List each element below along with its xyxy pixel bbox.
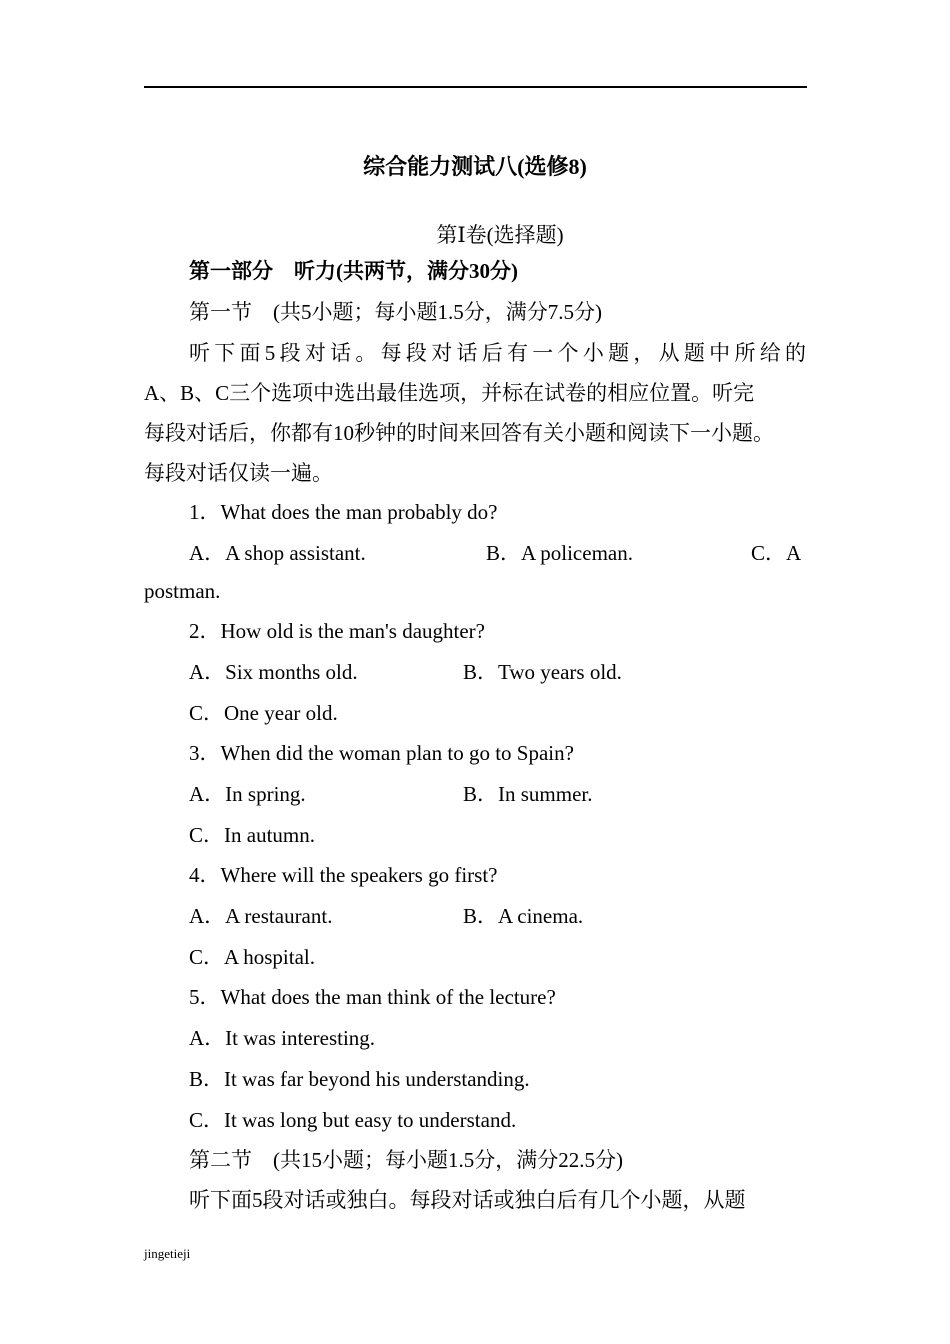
question-1-option-c-continued: postman. bbox=[144, 579, 221, 603]
section2-heading: 第二节 (共15小题；每小题1.5分，满分22.5分) bbox=[189, 1148, 623, 1172]
question-2-option-b: B．Two years old. bbox=[463, 660, 622, 684]
question-5-option-c: C．It was long but easy to understand. bbox=[189, 1108, 517, 1132]
question-3-option-c: C．In autumn. bbox=[189, 823, 315, 847]
question-4-option-a: A．A restaurant. bbox=[189, 904, 333, 928]
question-4-option-b: B．A cinema. bbox=[463, 904, 584, 928]
question-1-option-b: B．A policeman. bbox=[486, 541, 633, 565]
question-2-option-c: C．One year old. bbox=[189, 701, 338, 725]
question-2-option-a: A．Six months old. bbox=[189, 660, 358, 684]
question-5-option-b: B．It was far beyond his understanding. bbox=[189, 1067, 530, 1091]
question-1-stem: 1．What does the man probably do? bbox=[189, 500, 498, 524]
question-4-stem: 4．Where will the speakers go first? bbox=[189, 863, 498, 887]
section2-instruction-line-1: 听下面5段对话或独白。每段对话或独白后有几个小题，从题 bbox=[189, 1188, 746, 1212]
top-rule bbox=[144, 86, 807, 88]
section1-heading: 第一节 (共5小题；每小题1.5分，满分7.5分) bbox=[189, 300, 602, 324]
volume-heading: 第Ⅰ卷(选择题) bbox=[436, 223, 564, 247]
part1-heading: 第一部分 听力(共两节，满分30分) bbox=[189, 259, 518, 283]
page-title: 综合能力测试八(选修8) bbox=[363, 154, 587, 179]
question-3-option-b: B．In summer. bbox=[463, 782, 593, 806]
footer-text: jingetieji bbox=[144, 1246, 191, 1261]
question-3-stem: 3．When did the woman plan to go to Spain? bbox=[189, 741, 574, 765]
question-1-option-a: A．A shop assistant. bbox=[189, 541, 366, 565]
instruction-line-4: 每段对话仅读一遍。 bbox=[144, 461, 333, 485]
question-1-option-c: C．A bbox=[751, 541, 802, 565]
instruction-line-2: A、B、C三个选项中选出最佳选项，并标在试卷的相应位置。听完 bbox=[144, 381, 755, 405]
question-2-stem: 2．How old is the man's daughter? bbox=[189, 619, 485, 643]
instruction-line-1: 听下面5段对话。每段对话后有一个小题，从题中所给的 bbox=[189, 341, 806, 365]
question-3-option-a: A．In spring. bbox=[189, 782, 306, 806]
question-5-option-a: A．It was interesting. bbox=[189, 1026, 376, 1050]
question-4-option-c: C．A hospital. bbox=[189, 945, 316, 969]
instruction-line-3: 每段对话后，你都有10秒钟的时间来回答有关小题和阅读下一小题。 bbox=[144, 421, 774, 445]
question-5-stem: 5．What does the man think of the lecture? bbox=[189, 985, 556, 1009]
